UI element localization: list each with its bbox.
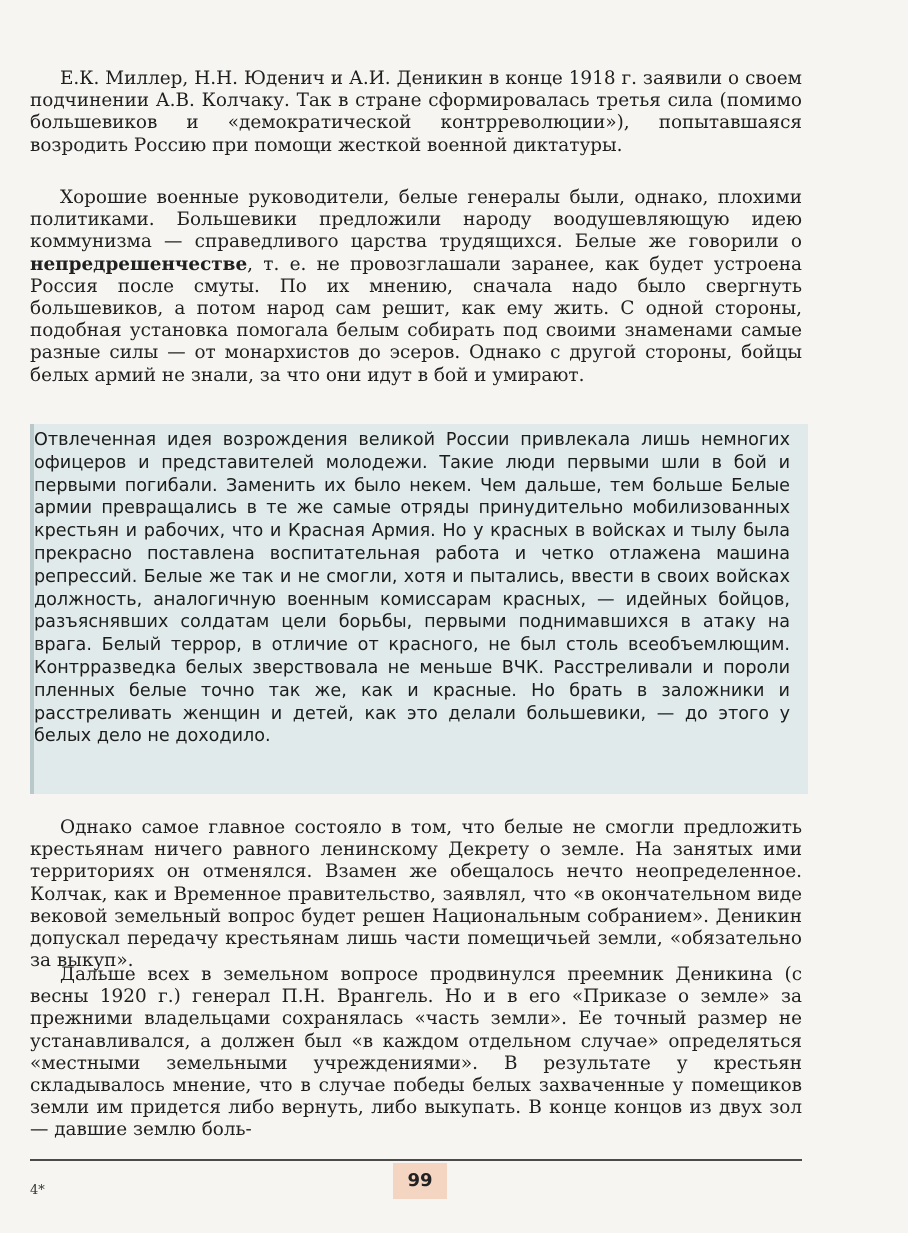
paragraph-3: Однако самое главное состояло в том, что белые не смогли предложить крестьянам ничего равного ленинскому Декрету о земле. На занятых ими территориях он отменялся. Взамен же обещалось нечто неопределенное. Колчак, как и Временное правительство, заявлял, что «в окончательном виде вековой земельный вопрос будет решен Национальным собранием». Деникин допускал передачу крестьянам лишь части помещичьей земли, «обязательно за выкуп».	[30, 817, 802, 972]
paragraph-2	[30, 187, 802, 387]
paragraph-2-text-after: , т. е. не провозглашали заранее, как будет устроена Россия после смуты. По их мнению, сначала надо было свергнуть большевиков, а потом народ сам решит, как ему жить. С одной стороны, подобная установка помогала белым собирать под своими знаменами самые разные силы — от монархистов до эсеров. Однако с другой стороны, бойцы белых армий не знали, за что они идут в бой и умирают.	[30, 253, 802, 386]
footer-rule	[30, 1159, 802, 1161]
page-number: 99	[393, 1163, 447, 1199]
paragraph-4: Дальше всех в земельном вопросе продвинулся преемник Деникина (с весны 1920 г.) генерал П.Н. Врангель. Но и в его «Приказе о земле» за прежними владельцами сохранялась «часть земли». Ее точный размер не устанавливался, а должен был «в каждом отдельном случае» определяться «местными земельными учреждениями». В результате у крестьян складывалось мнение, что в случае победы белых захваченные у помещиков земли им придется либо вернуть, либо выкупать. В конце концов из двух зол — давшие землю боль-	[30, 964, 802, 1141]
highlight-box-text: Отвлеченная идея возрождения великой России привлекала лишь немногих офицеров и представителей молодежи. Такие люди первыми шли в бой и первыми погибали. Заменить их было некем. Чем дальше, тем больше Белые армии превращались в те же самые отряды принудительно мобилизованных крестьян и рабочих, что и Красная Армия. Но у красных в войсках и тылу была прекрасно поставлена воспитательная работа и четко отлажена машина репрессий. Белые же так и не смогли, хотя и пытались, ввести в своих войсках должность, аналогичную военным комиссарам красных, — идейных бойцов, разъяснявших солдатам цели борьбы, первыми поднимавшихся в атаку на врага. Белый террор, в отличие от красного, не был столь всеобъемлющим. Контрразведка белых зверствовала не меньше ВЧК. Расстреливали и пороли пленных белые точно так же, как и красные. Но брать в заложники и расстреливать женщин и детей, как это делали большевики, — до этого у белых дело не доходило.	[34, 430, 790, 747]
paragraph-1: Е.К. Миллер, Н.Н. Юденич и А.И. Деникин в конце 1918 г. заявили о своем подчинении А.В. Колчаку. Так в стране сформировалась третья сила (помимо большевиков и «демократической контрреволюции»), попытавшаяся возродить Россию при помощи жесткой военной диктатуры.	[30, 68, 802, 156]
bold-term: непредрешенчестве	[30, 253, 248, 275]
paragraph-2-text-before: Хорошие военные руководители, белые генералы были, однако, плохими политиками. Большевики предложили народу воодушевляющую идею коммунизма — справедливого царства трудящихся. Белые же говорили о	[30, 187, 802, 253]
signature-mark: 4*	[30, 1183, 45, 1198]
